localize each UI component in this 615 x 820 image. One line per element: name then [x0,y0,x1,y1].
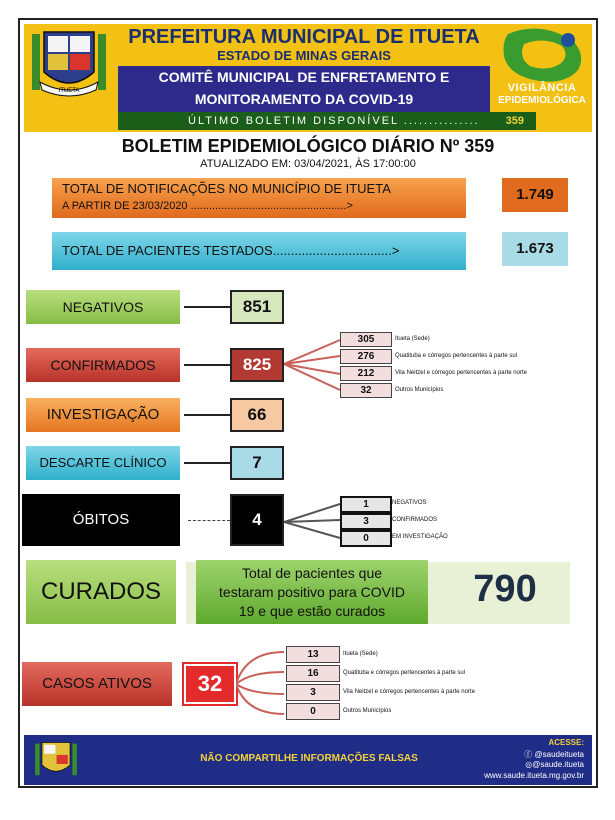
confirmados-label: CONFIRMADOS [26,348,180,382]
curados-description [196,560,428,624]
descarte-label: DESCARTE CLÍNICO [26,446,180,480]
obitos-value: 4 [230,494,284,546]
confirmados-norte-label: Vila Neitzel e córregos pertencentes à parte norte [395,370,527,376]
notifications-label-1: TOTAL DE NOTIFICAÇÕES NO MUNICÍPIO DE ITUETA [62,181,391,196]
notifications-box [52,178,466,218]
notifications-label-2: A PARTIR DE 23/03/2020 ...................................................> [62,200,353,212]
negativos-connector [184,306,230,308]
tested-label: TOTAL DE PACIENTES TESTADOS.................................> [62,243,400,258]
footer-instagram[interactable] [525,760,584,769]
footer-crest-icon [34,738,78,782]
curados-label: CURADOS [26,560,176,624]
investigacao-connector [184,414,230,416]
page-subtitle: ESTADO DE MINAS GERAIS [217,48,391,63]
obitos-confirmados-value: 3 [340,513,392,530]
curados-description-2: testaram positivo para COVID [219,584,405,600]
obitos-negativos-value: 1 [340,496,392,513]
ativos-norte-label: Vila Neitzel e córregos pertencentes à parte norte [343,689,475,695]
committee-line-1: COMITÊ MUNICIPAL DE ENFRETAMENTO E [158,69,450,85]
ativos-outros-label: Outros Municípios [343,708,392,714]
ativos-value: 32 [184,664,236,704]
confirmados-arrows [284,336,342,396]
municipal-crest-icon [30,28,108,98]
confirmados-sul-value: 276 [340,349,392,364]
ativos-sede-label: Itueta (Sede) [343,651,378,657]
updated-timestamp: ATUALIZADO EM: 03/04/2021, ÀS 17:00:00 [200,158,416,170]
obitos-connector [188,520,230,521]
confirmados-value: 825 [230,348,284,382]
last-bulletin-label: ÚLTIMO BOLETIM DISPONÍVEL ............... [188,115,480,127]
footer-message: NÃO COMPARTILHE INFORMAÇÕES FALSAS [200,753,418,764]
confirmados-norte-value: 212 [340,366,392,381]
obitos-label: ÓBITOS [22,494,180,546]
instagram-handle[interactable]: @saude.itueta [532,760,584,769]
investigacao-value: 66 [230,398,284,432]
footer-access-label: ACESSE: [548,738,584,747]
page-title: PREFEITURA MUNICIPAL DE ITUETA [128,26,480,48]
last-bulletin-number: 359 [505,115,524,127]
bulletin-title: BOLETIM EPIDEMIOLÓGICO DIÁRIO Nº 359 [121,136,495,156]
ativos-norte-value: 3 [286,684,340,701]
obitos-confirmados-label: CONFIRMADOS [392,517,437,523]
confirmados-connector [184,364,230,366]
obitos-negativos-label: NEGATIVOS [392,500,427,506]
instagram-icon: ◎ [525,760,533,769]
ativos-label: CASOS ATIVOS [22,662,172,706]
negativos-label: NEGATIVOS [26,290,180,324]
curados-value: 790 [473,568,537,610]
curados-description-1: Total de pacientes que [241,565,383,581]
descarte-value: 7 [230,446,284,480]
negativos-value: 851 [230,290,284,324]
crest-caption: ITUETA [58,88,80,94]
ativos-arrows [236,646,286,722]
ativos-sede-value: 13 [286,646,340,663]
confirmados-sede-value: 305 [340,332,392,347]
facebook-icon: ⓕ [524,750,535,759]
ativos-sul-label: Quatituba e córregos pertencentes à parte sul [343,670,466,676]
investigacao-label: INVESTIGAÇÃO [26,398,180,432]
confirmados-sul-label: Quatituba e córregos pertencentes à parte sul [395,353,518,359]
last-bulletin-bar [118,112,536,130]
ativos-sul-value: 16 [286,665,340,682]
facebook-handle[interactable]: @saudeitueta [534,750,584,759]
confirmados-outros-label: Outros Municípios [395,387,444,393]
ativos-outros-value: 0 [286,703,340,720]
footer-bar [24,735,592,785]
confirmados-outros-value: 32 [340,383,392,398]
descarte-connector [184,462,230,464]
committee-band [118,66,490,112]
committee-line-2: MONITORAMENTO DA COVID-19 [194,91,414,107]
footer-facebook[interactable] [524,749,584,760]
curados-description-3: 19 e que estão curados [238,603,386,619]
confirmados-sede-label: Itueta (Sede) [395,336,430,342]
logo-text-epidemiologica: EPIDEMIOLÓGICA [498,95,586,106]
notifications-value: 1.749 [502,178,568,212]
footer-website-link[interactable]: www.saude.itueta.mg.gov.br [484,771,584,780]
obitos-investigacao-value: 0 [340,530,392,547]
obitos-arrows [284,496,342,546]
logo-text-vigilancia: VIGILÂNCIA [507,82,577,94]
tested-box [52,232,466,270]
obitos-investigacao-label: EM INVESTIGAÇÃO [392,534,448,540]
tested-value: 1.673 [502,232,568,266]
